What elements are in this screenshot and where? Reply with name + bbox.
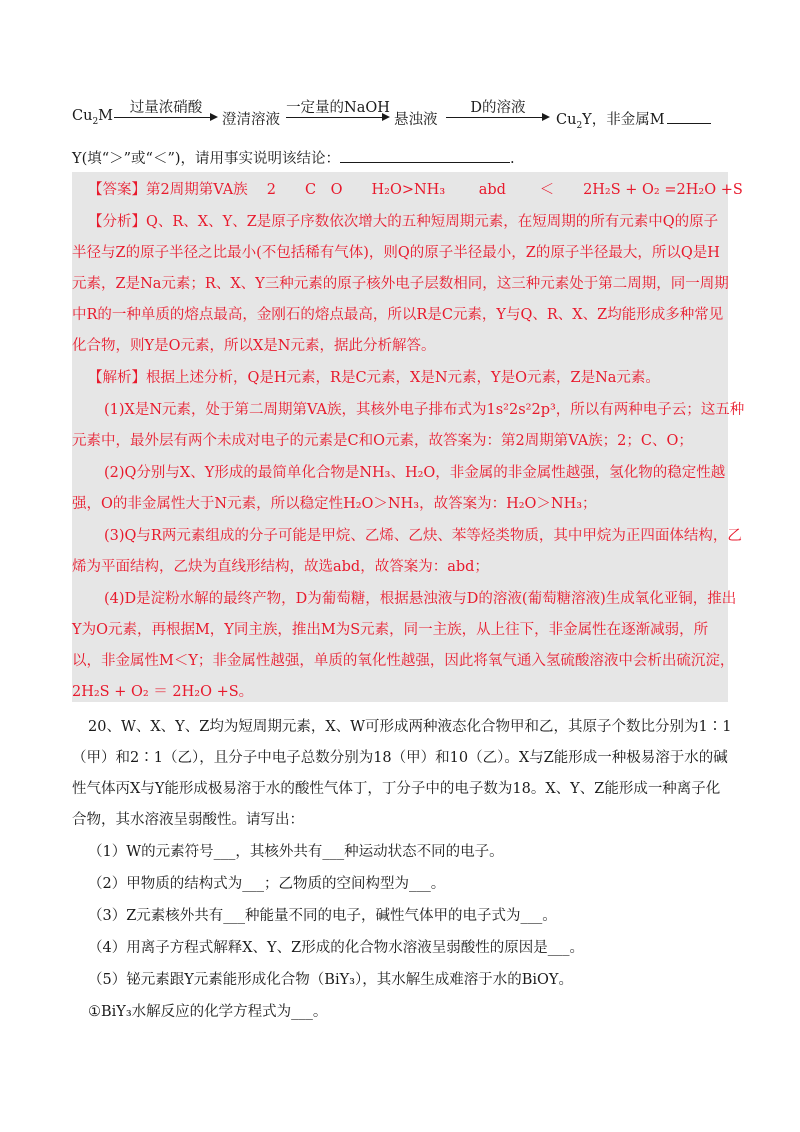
q20-sub-3: （3）Z元素核外共有___种能量不同的电子，碱性气体甲的电子式为___。: [88, 908, 557, 924]
explain-4c: 以，非金属性M＜Y；非金属性越强，单质的氧化性越强，因此将氧气通入氢硫酸溶液中会析出硫沉淀，: [72, 653, 735, 669]
explain-1a: (1)X是N元素，处于第二周期第VA族，其核外电子排布式为1s²2s²2p³，所以有两种电子云；这五种: [104, 402, 745, 418]
explain-3b: 烯为平面结构，乙炔为直线形结构，故选abd，故答案为：abd；: [72, 559, 489, 575]
analysis-line-3: 元素，Z是Na元素；R、X、Y三种元素的原子核外电子层数相同，这三种元素处于第二周期，同一周期: [72, 276, 729, 292]
scheme-answer-blank: [667, 109, 711, 124]
explain-4d: 2H₂S + O₂ ＝ 2H₂O +S。: [72, 684, 254, 700]
arrow-2-label: 一定量的NaOH: [286, 100, 390, 116]
q20-line-2: （甲）和2∶1（乙），且分子中电子总数分别为18（甲）和10（乙）。X与Z能形成一种极易溶于水的碱: [72, 750, 728, 766]
q20-sub-2: （2）甲物质的结构式为___；乙物质的空间构型为___。: [88, 876, 446, 892]
arrow-2-head-icon: [382, 113, 390, 121]
q20-line-4: 合物，其水溶液呈弱酸性。请写出：: [72, 812, 304, 828]
q20-line-1: 20、W、X、Y、Z均为短周期元素，X、W可形成两种液态化合物甲和乙，其原子个数比分别为1∶1: [88, 719, 732, 735]
fill-in-end: .: [510, 151, 515, 167]
scheme-arrow-3: [446, 96, 550, 126]
analysis-line-4: 中R的一种单质的熔点最高，金刚石的熔点最高，所以R是C元素，Y与Q、R、X、Z均能形成多种常见: [72, 307, 724, 323]
analysis-line-1: 【分析】Q、R、X、Y、Z是原子序数依次增大的五种短周期元素，在短周期的所有元素中Q的原子: [88, 214, 719, 230]
analysis-line-2: 半径与Z的原子半径之比最小(不包括稀有气体)，则Q的原子半径最小，Z的原子半径最大，所以Q是H: [72, 245, 720, 261]
fill-in-line: [72, 148, 515, 169]
fill-in-blank: [340, 148, 510, 163]
explain-1b: 元素中，最外层有两个未成对电子的元素是C和O元素，故答案为：第2周期第VA族；2；C、O；: [72, 433, 693, 449]
answer-line: 【答案】第2周期第VA族 2 C O H₂O>NH₃ abd ＜ 2H₂S + O₂ =2H₂O +S: [88, 182, 743, 198]
arrow-3-head-icon: [542, 113, 550, 121]
arrow-3-label: D的溶液: [470, 100, 526, 116]
scheme-end: $Cu_2Y$，非金属M: [556, 108, 711, 129]
q20-line-3: 性气体丙X与Y能形成极易溶于水的酸性气体丁，丁分子中的电子数为18。X、Y、Z能形成一种离子化: [72, 781, 721, 797]
scheme-node-1: 澄清溶液: [222, 112, 280, 128]
analysis-line-5: 化合物，则Y是O元素，所以X是N元素，据此分析解答。: [72, 338, 436, 354]
q20-sub-4: （4）用离子方程式解释X、Y、Z形成的化合物水溶液呈弱酸性的原因是___。: [88, 940, 584, 956]
q20-sub-6: ①BiY₃水解反应的化学方程式为___。: [88, 1004, 328, 1020]
explain-2b: 强，O的非金属性大于N元素，所以稳定性H₂O＞NH₃，故答案为：H₂O＞NH₃；: [72, 496, 597, 512]
explain-3a: (3)Q与R两元素组成的分子可能是甲烷、乙烯、乙炔、苯等烃类物质，其中甲烷为正四面体结构，乙: [104, 528, 742, 544]
explain-4a: (4)D是淀粉水解的最终产物，D为葡萄糖，根据悬浊液与D的溶液(葡萄糖溶液)生成氧化亚铜，推出: [104, 591, 737, 607]
arrow-1-label: 过量浓硝酸: [129, 100, 203, 116]
fill-in-text: Y(填“＞”或“＜”)，请用事实说明该结论：: [72, 151, 341, 167]
scheme-start: $Cu_2M$: [72, 108, 114, 127]
scheme-node-2: 悬浊液: [394, 112, 438, 128]
q20-sub-5: （5）铋元素跟Y元素能形成化合物（BiY₃），其水解生成难溶于水的BiOY。: [88, 972, 573, 988]
scheme-arrow-1: [114, 96, 218, 126]
explain-head: 【解析】根据上述分析，Q是H元素，R是C元素，X是N元素，Y是O元素，Z是Na元素。: [88, 370, 660, 386]
arrow-1-head-icon: [210, 113, 218, 121]
reaction-scheme: [72, 96, 732, 130]
explain-4b: Y为O元素，再根据M，Y同主族，推出M为S元素，同一主族，从上往下，非金属性在逐渐减弱，所: [72, 622, 709, 638]
q20-sub-1: （1）W的元素符号___，其核外共有___种运动状态不同的电子。: [88, 844, 504, 860]
explain-2a: (2)Q分别与X、Y形成的最简单化合物是NH₃、H₂O，非金属的非金属性越强，氢化物的稳定性越: [104, 465, 726, 481]
scheme-arrow-2: [286, 96, 390, 126]
